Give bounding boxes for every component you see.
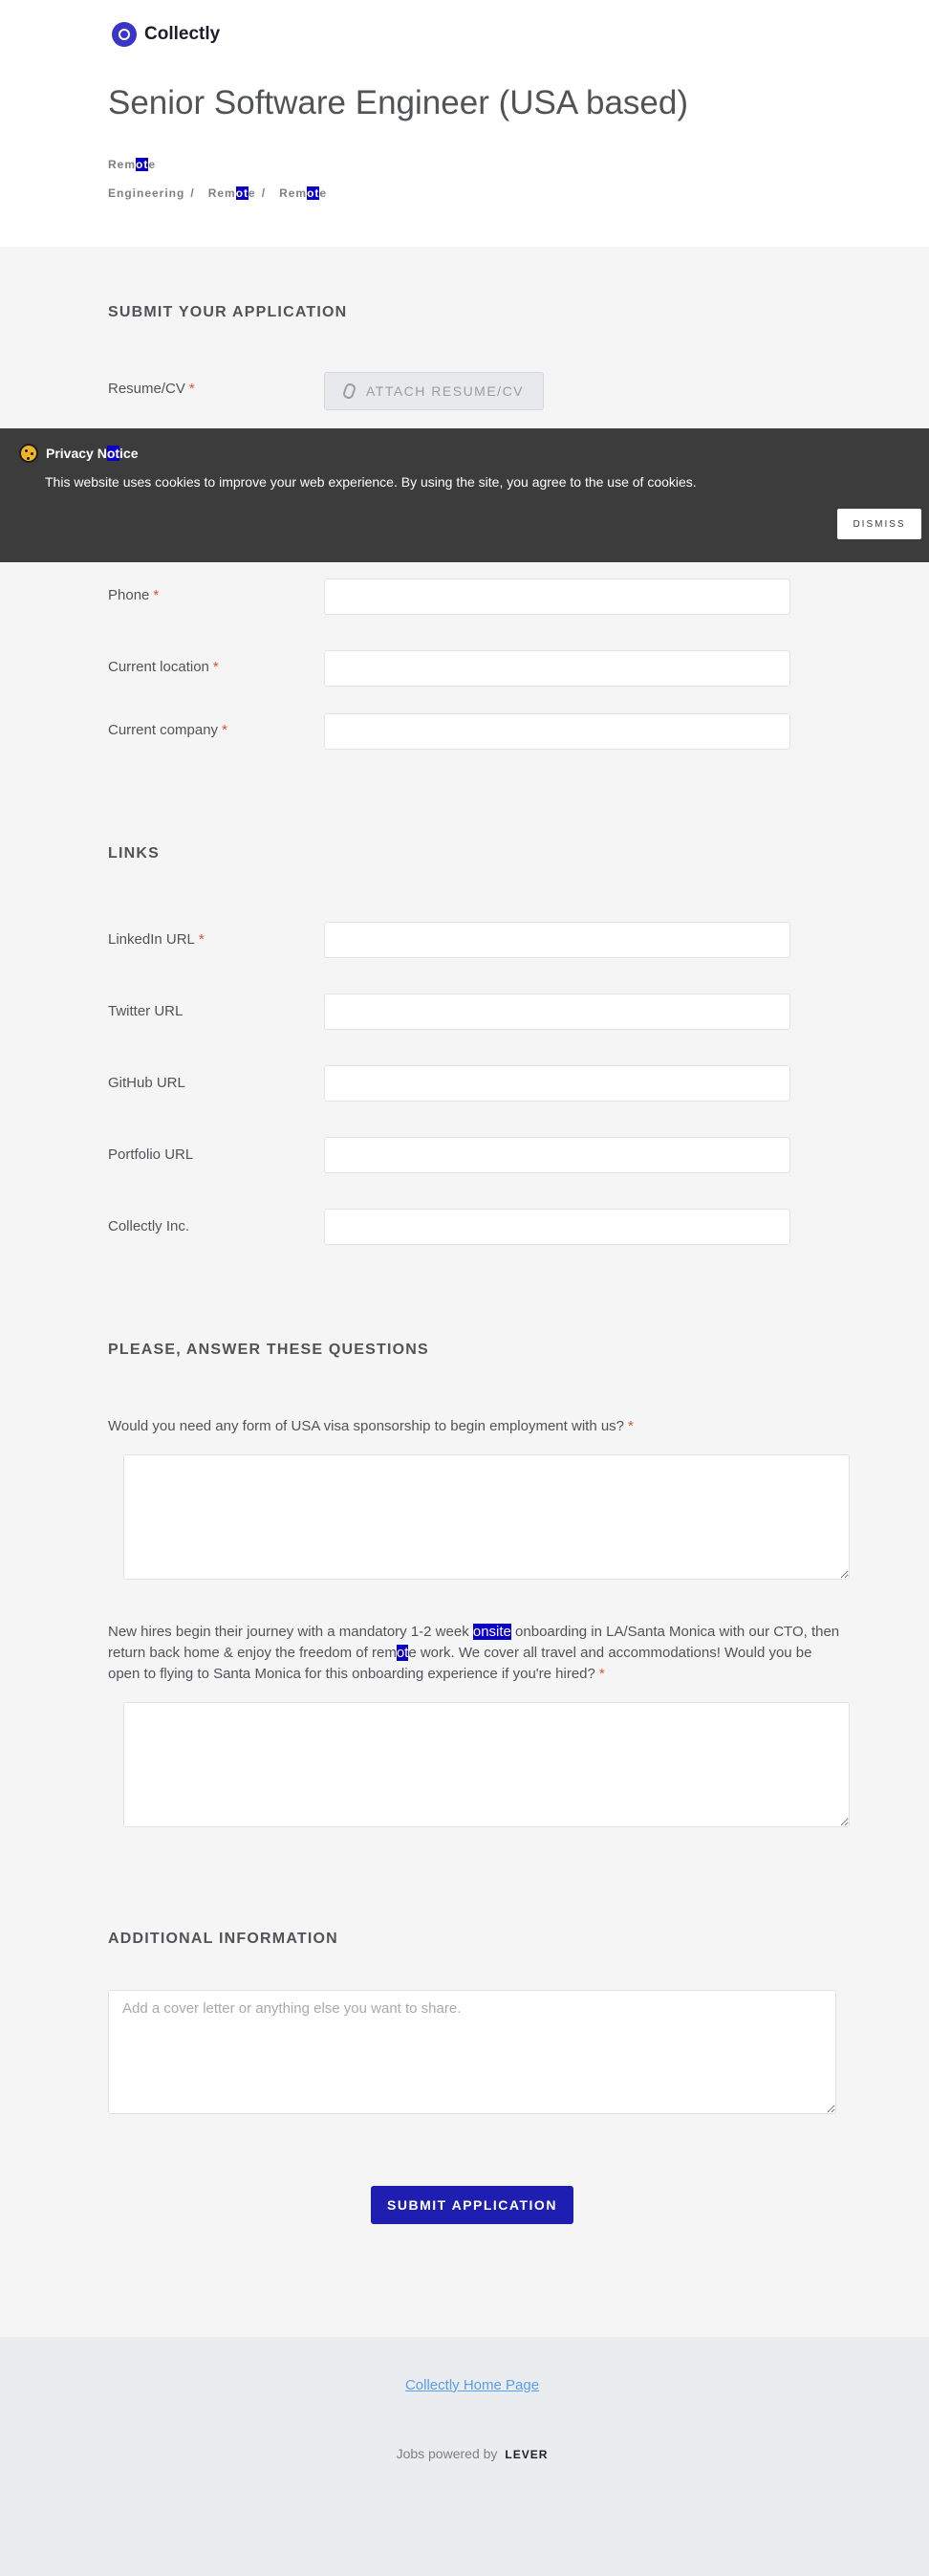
linkedin-input[interactable] — [324, 922, 790, 958]
attach-resume-button[interactable]: ATTACH RESUME/CV — [324, 372, 544, 410]
page-footer — [0, 2337, 929, 2576]
visa-question-label: Would you need any form of USA visa sponsorship to begin employment with us? * — [108, 1418, 634, 1434]
other-website-input[interactable] — [324, 1209, 790, 1245]
submit-application-heading: SUBMIT YOUR APPLICATION — [108, 304, 348, 320]
submit-application-button[interactable]: SUBMIT APPLICATION — [371, 2186, 573, 2224]
job-title: Senior Software Engineer (USA based) — [108, 84, 688, 121]
page-header — [0, 0, 929, 247]
powered-by: Jobs powered by LEVER — [396, 2446, 549, 2461]
phone-label: Phone * — [108, 587, 160, 603]
questions-heading: PLEASE, ANSWER THESE QUESTIONS — [108, 1342, 429, 1358]
additional-info-heading: ADDITIONAL INFORMATION — [108, 1931, 338, 1947]
twitter-label: Twitter URL — [108, 1003, 184, 1019]
links-heading: LINKS — [108, 845, 160, 862]
visa-answer-textarea[interactable] — [123, 1454, 850, 1580]
onsite-answer-textarea[interactable] — [123, 1702, 850, 1827]
linkedin-label: LinkedIn URL * — [108, 931, 205, 948]
cookie-text: This website uses cookies to improve your web experience. By using the site, you agree to the use of cookies. — [45, 474, 697, 490]
category-workplace: Remote — [279, 186, 328, 200]
current-company-input[interactable] — [324, 713, 790, 750]
current-location-input[interactable] — [324, 650, 790, 687]
logo-text: Collectly — [144, 24, 221, 44]
other-website-label: Collectly Inc. — [108, 1218, 190, 1234]
resume-label: Resume/CV * — [108, 381, 195, 397]
current-company-label: Current company * — [108, 722, 227, 738]
onsite-question-label: New hires begin their journey with a mandatory 1-2 week onsite onboarding in LA/Santa Monica with our CTO, then return back home & enjoy the freedom of remote work. We cover all travel and accommodations! Would you be open to flying to Santa Monica for this onboarding experience if you're hired? * — [108, 1624, 840, 1682]
company-logo[interactable] — [112, 21, 220, 48]
job-location: Remote — [108, 158, 157, 171]
portfolio-input[interactable] — [324, 1137, 790, 1173]
phone-input[interactable] — [324, 579, 790, 615]
current-location-label: Current location * — [108, 659, 219, 675]
lever-logo[interactable]: LEVER — [505, 2448, 549, 2461]
github-input[interactable] — [324, 1065, 790, 1102]
cookie-title: Privacy Notice — [46, 446, 139, 461]
job-categories — [108, 186, 327, 200]
cover-letter-textarea[interactable] — [108, 1990, 836, 2114]
collectly-logo-icon — [112, 22, 137, 47]
category-department: Engineering / — [108, 186, 195, 200]
dismiss-button[interactable]: DISMISS — [837, 509, 921, 539]
cookie-banner — [0, 428, 929, 562]
twitter-input[interactable] — [324, 993, 790, 1030]
cookie-header — [19, 444, 139, 463]
category-commitment: Remote / — [207, 186, 267, 200]
cookie-icon — [19, 444, 38, 463]
paperclip-icon — [342, 382, 357, 401]
github-label: GitHub URL — [108, 1075, 185, 1091]
home-page-link[interactable]: Collectly Home Page — [404, 2377, 540, 2393]
portfolio-label: Portfolio URL — [108, 1146, 194, 1163]
